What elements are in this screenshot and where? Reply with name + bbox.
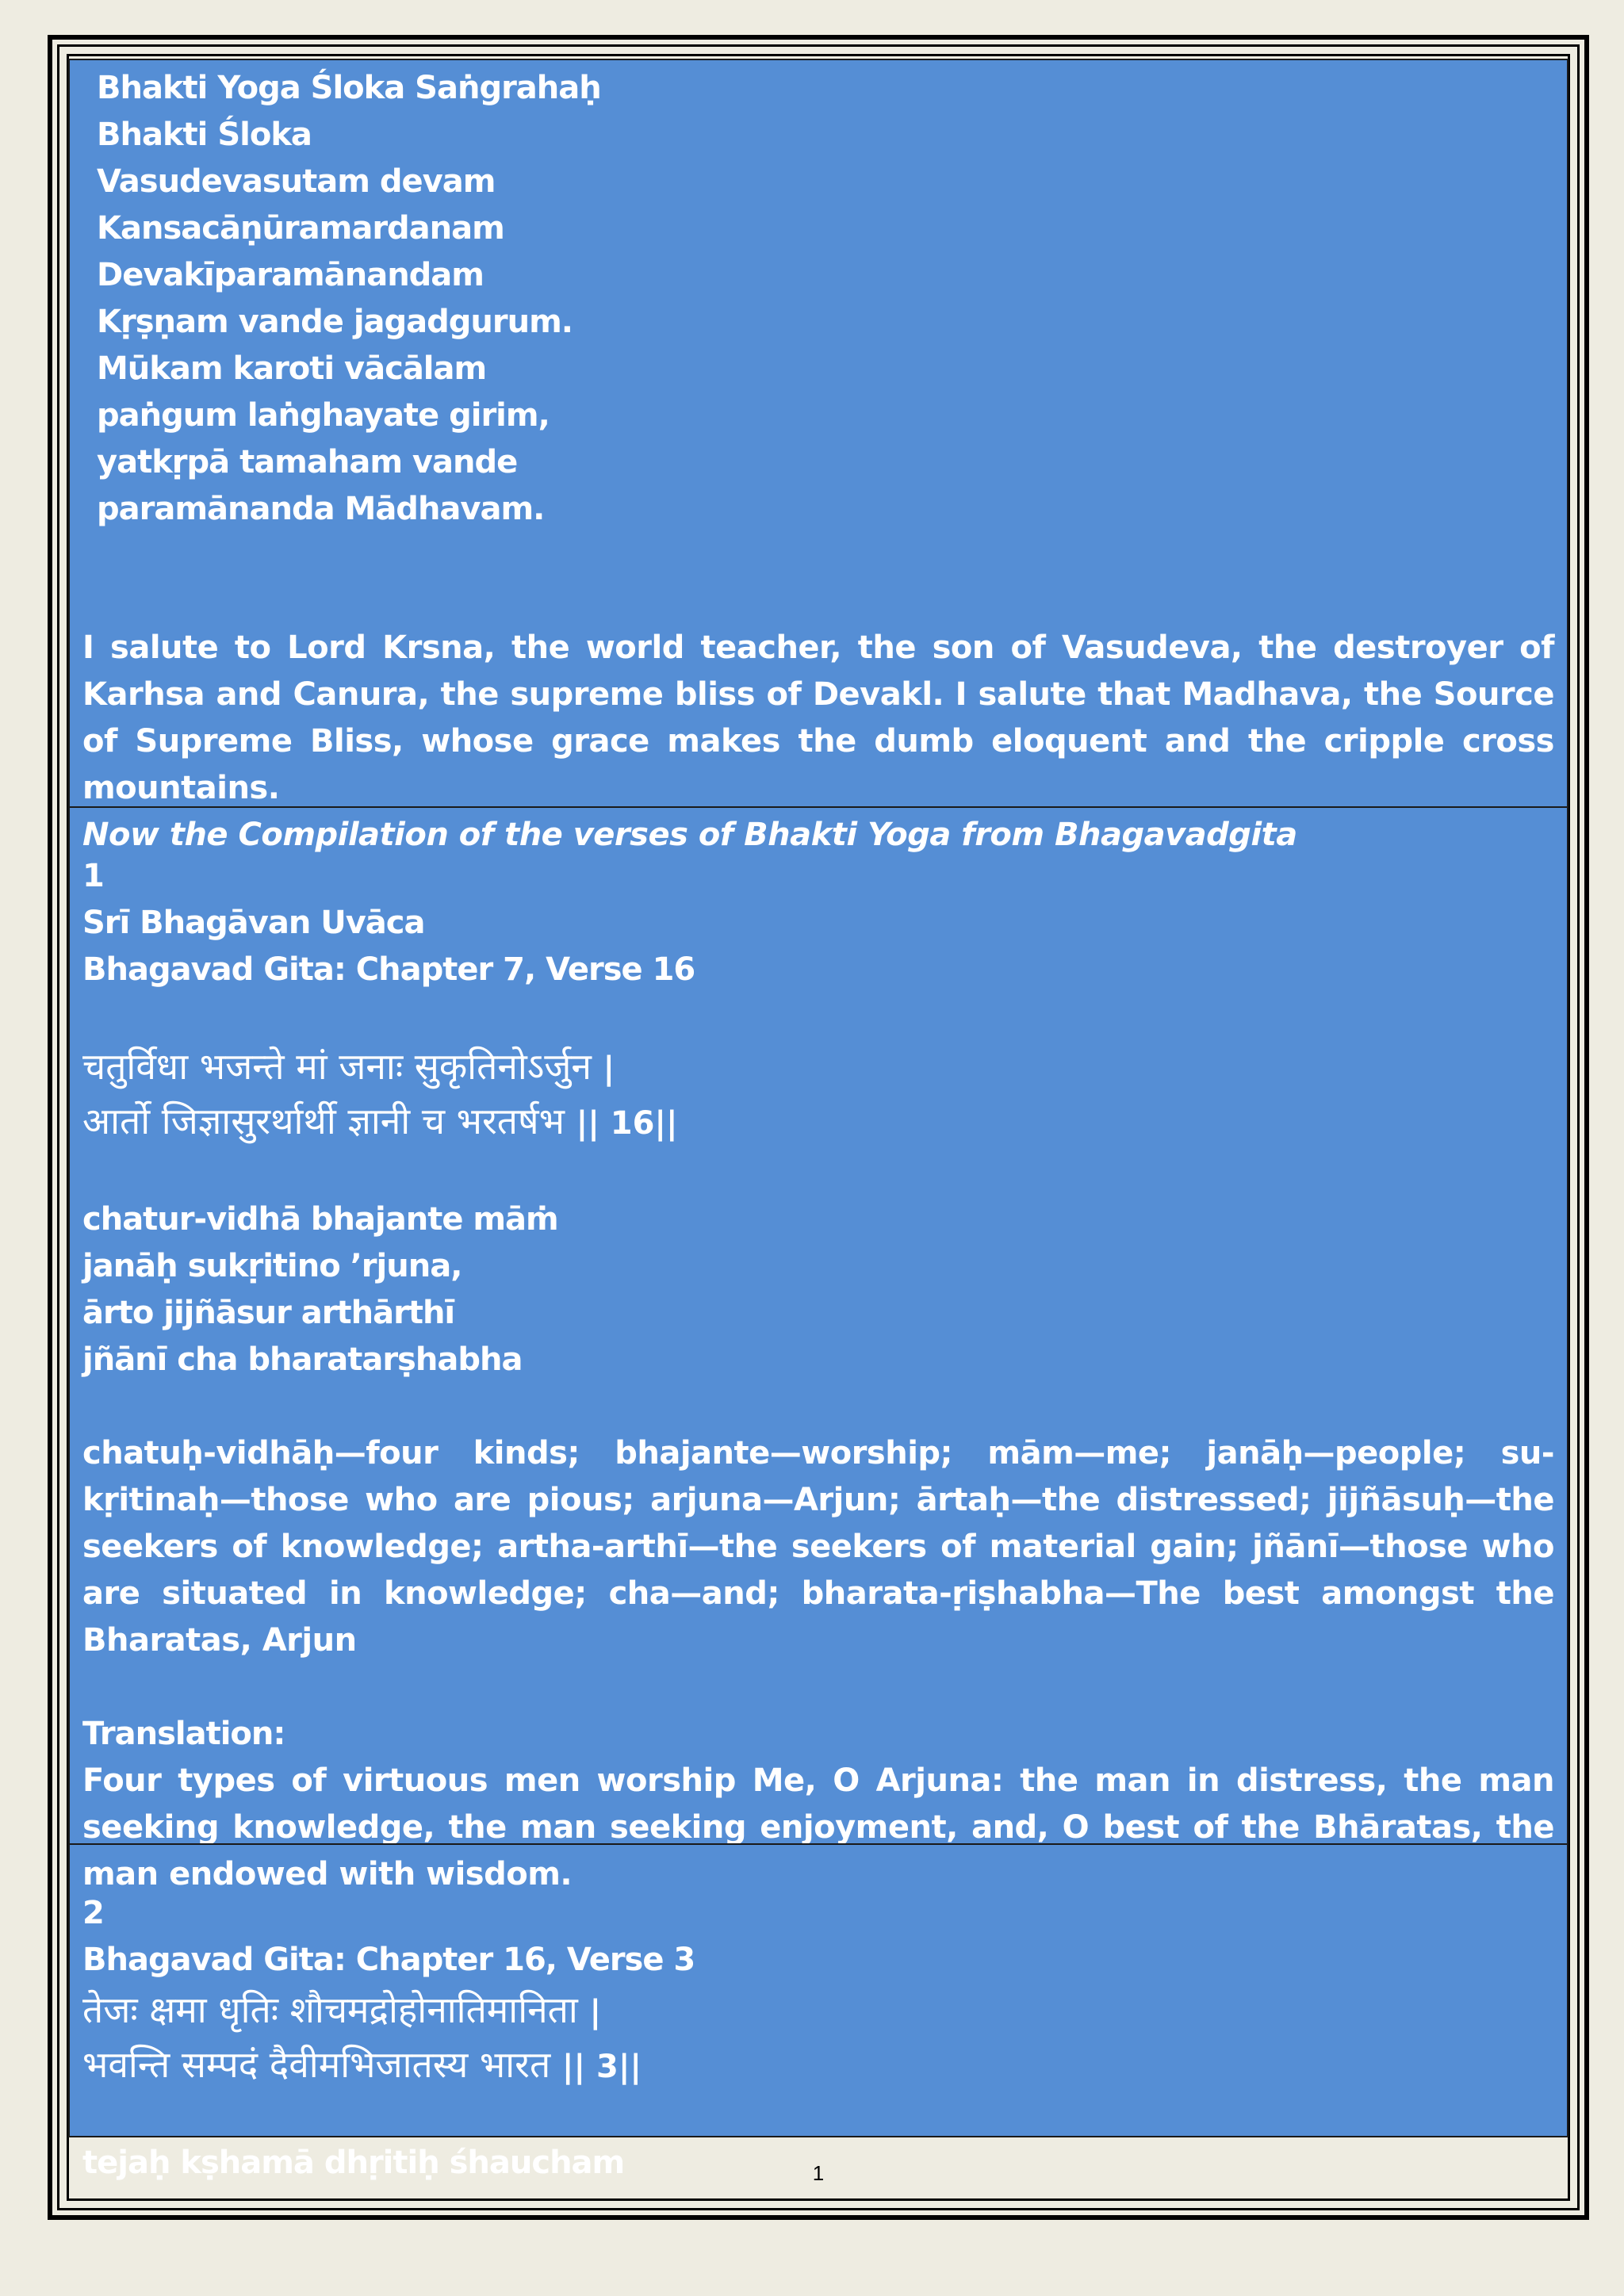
compilation-note: Now the Compilation of the verses of Bhakti Yoga from Bhagavadgita (82, 817, 1297, 853)
section-divider (70, 1843, 1567, 1845)
page-number: 1 (812, 2161, 825, 2185)
sloka-line: Mūkam karoti vācālam (97, 350, 487, 387)
transliteration-line: chatur-vidhā bhajante māṁ (82, 1201, 558, 1238)
salutation-section (70, 625, 1567, 859)
section-heading: Bhakti Śloka (97, 117, 312, 153)
salutation-paragraph: I salute to Lord Krsna, the world teacher, the son of Vasudeva, the destroyer of Karhsa and Canura, the supreme bliss of Devakl. I salute that Madhava, the Source of Supreme Bliss, whose grace makes the dumb eloquent and the cripple cross mountains. (82, 629, 1554, 806)
transliteration-line: jñānī cha bharatarṣhabha (82, 1341, 523, 1378)
word-meanings: chatuḥ-vidhāḥ—four kinds; bhajante—worship; mām—me; janāḥ—people; su-kṛitinaḥ—those who are pious; arjuna—Arjun; ārtaḥ—the distressed; jijñāsuḥ—the seekers of knowledge; artha-arthī—the seekers of material gain; jñānī—those who are situated in knowledge; cha—and; bharata-ṛiṣhabha—The best amongst the Bharatas, Arjun (82, 1435, 1554, 1659)
sloka-line: paṅgum laṅghayate girim, (97, 397, 550, 434)
transliteration-line: ārto jijñāsur arthārthī (82, 1295, 455, 1331)
devanagari-line: भवन्ति सम्पदं दैवीमभिजातस्य भारत || 3|| (82, 2043, 642, 2086)
verse-reference: Bhagavad Gita: Chapter 7, Verse 16 (82, 951, 695, 988)
translation-label: Translation: (82, 1716, 285, 1752)
sloka-line: Devakīparamānandam (97, 257, 484, 293)
devanagari-line: चतुर्विधा भजन्ते मां जनाः सुकृतिनोऽर्जुन | (82, 1045, 615, 1088)
transliteration-line: tejaḥ kṣhamā dhṛitiḥ śhaucham (82, 2145, 625, 2181)
sloka-line: Kṛṣṇam vande jagadgurum. (97, 304, 573, 340)
devanagari-line: आर्तो जिज्ञासुरर्थार्थी ज्ञानी च भरतर्षभ || 16|| (82, 1100, 678, 1142)
intro-section (70, 65, 1567, 533)
page-footer (68, 2137, 1568, 2199)
verse-number: 1 (82, 858, 104, 894)
content-table (68, 59, 1568, 2181)
verse-speaker: Srī Bhagāvan Uvāca (82, 905, 425, 941)
section-divider (70, 806, 1567, 808)
verse-1 (70, 853, 1567, 1898)
devanagari-line: तेजः क्षमा धृतिः शौचमद्रोहोनातिमानिता | (82, 1988, 602, 2031)
translation-text: Four types of virtuous men worship Me, O Arjuna: the man in distress, the man seeking knowledge, the man seeking enjoyment, and, O best of the Bhāratas, the man endowed with wisdom. (82, 1762, 1554, 1892)
sloka-line: paramānanda Mādhavam. (97, 491, 545, 527)
sloka-line: yatkṛpā tamaham vande (97, 444, 518, 480)
sloka-line: Kansacāṇūramardanam (97, 210, 504, 247)
document-title: Bhakti Yoga Śloka Saṅgrahaḥ (97, 70, 601, 106)
transliteration-line: janāḥ sukṛitino ’rjuna, (82, 1248, 462, 1284)
verse-number: 2 (82, 1895, 104, 1931)
verse-reference: Bhagavad Gita: Chapter 16, Verse 3 (82, 1942, 695, 1978)
sloka-line: Vasudevasutam devam (97, 163, 496, 200)
